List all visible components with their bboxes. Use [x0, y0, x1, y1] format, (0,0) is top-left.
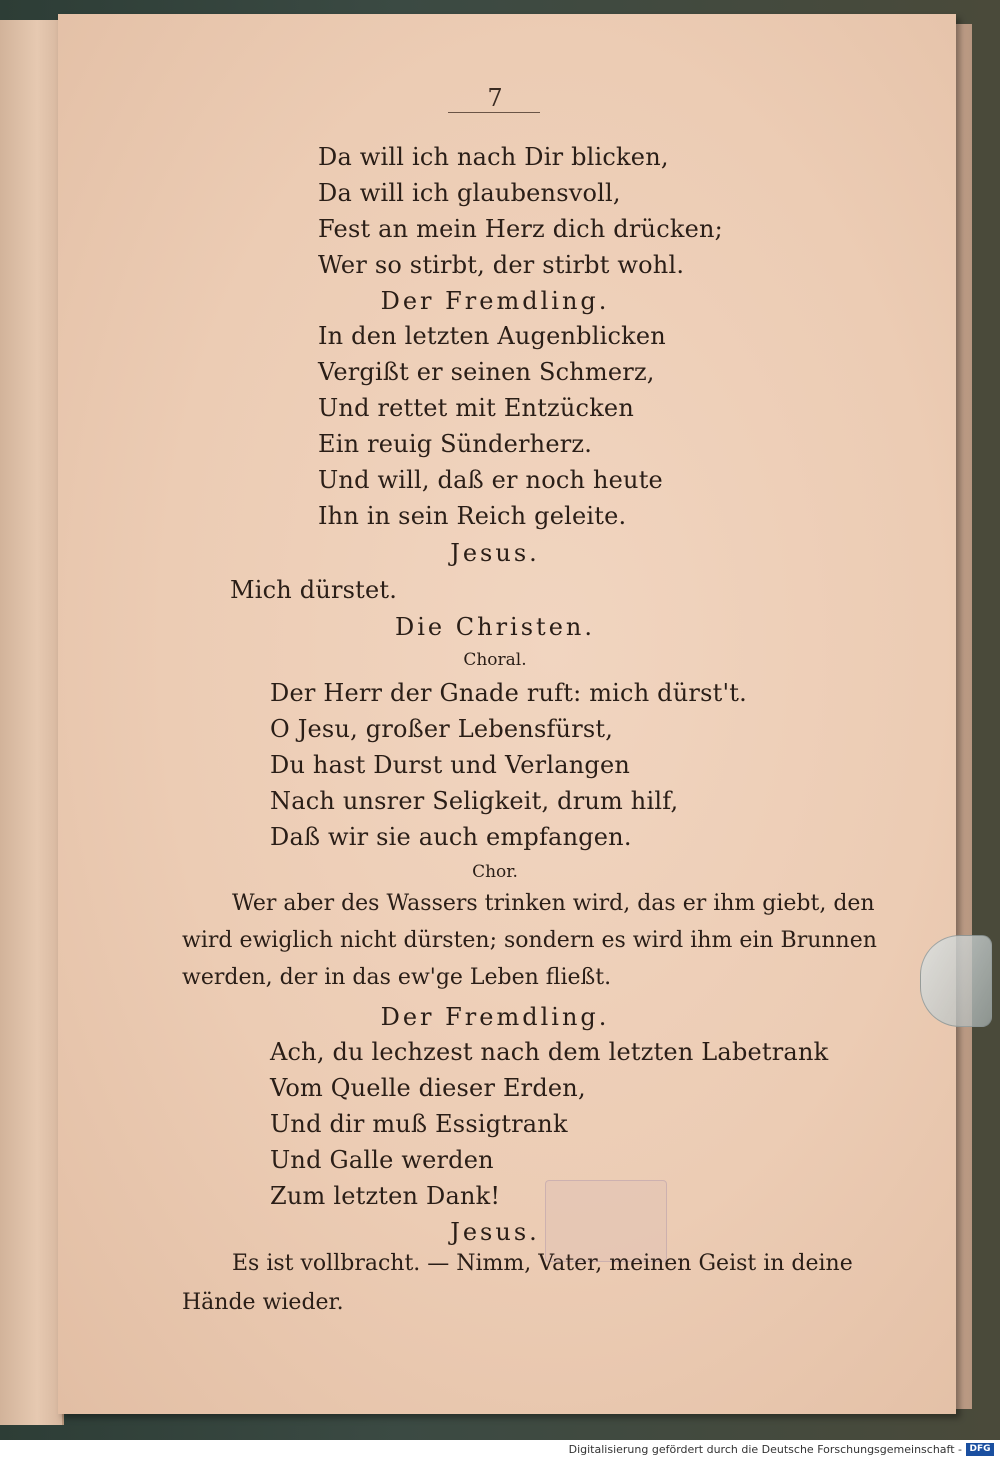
speaker-heading: Jesus. [450, 539, 540, 567]
prose-line: wird ewiglich nicht dürsten; sondern es wird ihm ein Brunnen [182, 928, 877, 953]
verse-line: Der Herr der Gnade ruft: mich dürst't. [270, 679, 747, 707]
verse-line: Daß wir sie auch empfangen. [270, 823, 632, 851]
speaker-heading: Die Christen. [395, 613, 595, 641]
verse-line: Und rettet mit Entzücken [318, 394, 634, 422]
subheading: Chor. [472, 862, 518, 882]
prose-line: werden, der in das ew'ge Leben fließt. [182, 965, 612, 990]
verse-line: Ach, du lechzest nach dem letzten Labetrank [270, 1038, 829, 1066]
verse-line: Und Galle werden [270, 1146, 494, 1174]
speaker-heading: Der Fremdling. [380, 287, 610, 315]
verse-line: Fest an mein Herz dich drücken; [318, 215, 723, 243]
verse-line: Zum letzten Dank! [270, 1182, 501, 1210]
prose-line: Hände wieder. [182, 1290, 344, 1315]
dfg-logo: DFG [966, 1443, 994, 1456]
prose-line: Wer aber des Wassers trinken wird, das er ihm giebt, den [232, 891, 875, 916]
speaker-heading: Jesus. [450, 1218, 540, 1246]
verse-line: Da will ich glaubensvoll, [318, 179, 621, 207]
page-number: 7 [487, 84, 503, 112]
verse-line: Und dir muß Essigtrank [270, 1110, 568, 1138]
verse-line: Nach unsrer Seligkeit, drum hilf, [270, 787, 679, 815]
verse-line: Ein reuig Sünderherz. [318, 430, 593, 458]
verse-line: In den letzten Augenblicken [318, 322, 666, 350]
speaker-heading: Der Fremdling. [380, 1003, 610, 1031]
page-clip [920, 935, 992, 1027]
verse-line: Und will, daß er noch heute [318, 466, 663, 494]
facing-page-edge [0, 20, 64, 1425]
prose-line: Es ist vollbracht. — Nimm, Vater, meinen Geist in deine [232, 1251, 853, 1276]
verse-line: Vom Quelle dieser Erden, [270, 1074, 586, 1102]
verse-line: Ihn in sein Reich geleite. [318, 502, 627, 530]
verse-line: Mich dürstet. [230, 576, 398, 604]
page-number-rule [448, 112, 540, 113]
verse-line: Da will ich nach Dir blicken, [318, 143, 669, 171]
verse-line: Du hast Durst und Verlangen [270, 751, 631, 779]
subheading: Choral. [463, 650, 527, 670]
digitization-credit: Digitalisierung gefördert durch die Deutsche Forschungsgemeinschaft - [568, 1443, 962, 1456]
verse-line: Wer so stirbt, der stirbt wohl. [318, 251, 685, 279]
verse-line: O Jesu, großer Lebensfürst, [270, 715, 614, 743]
verse-line: Vergißt er seinen Schmerz, [318, 358, 655, 386]
